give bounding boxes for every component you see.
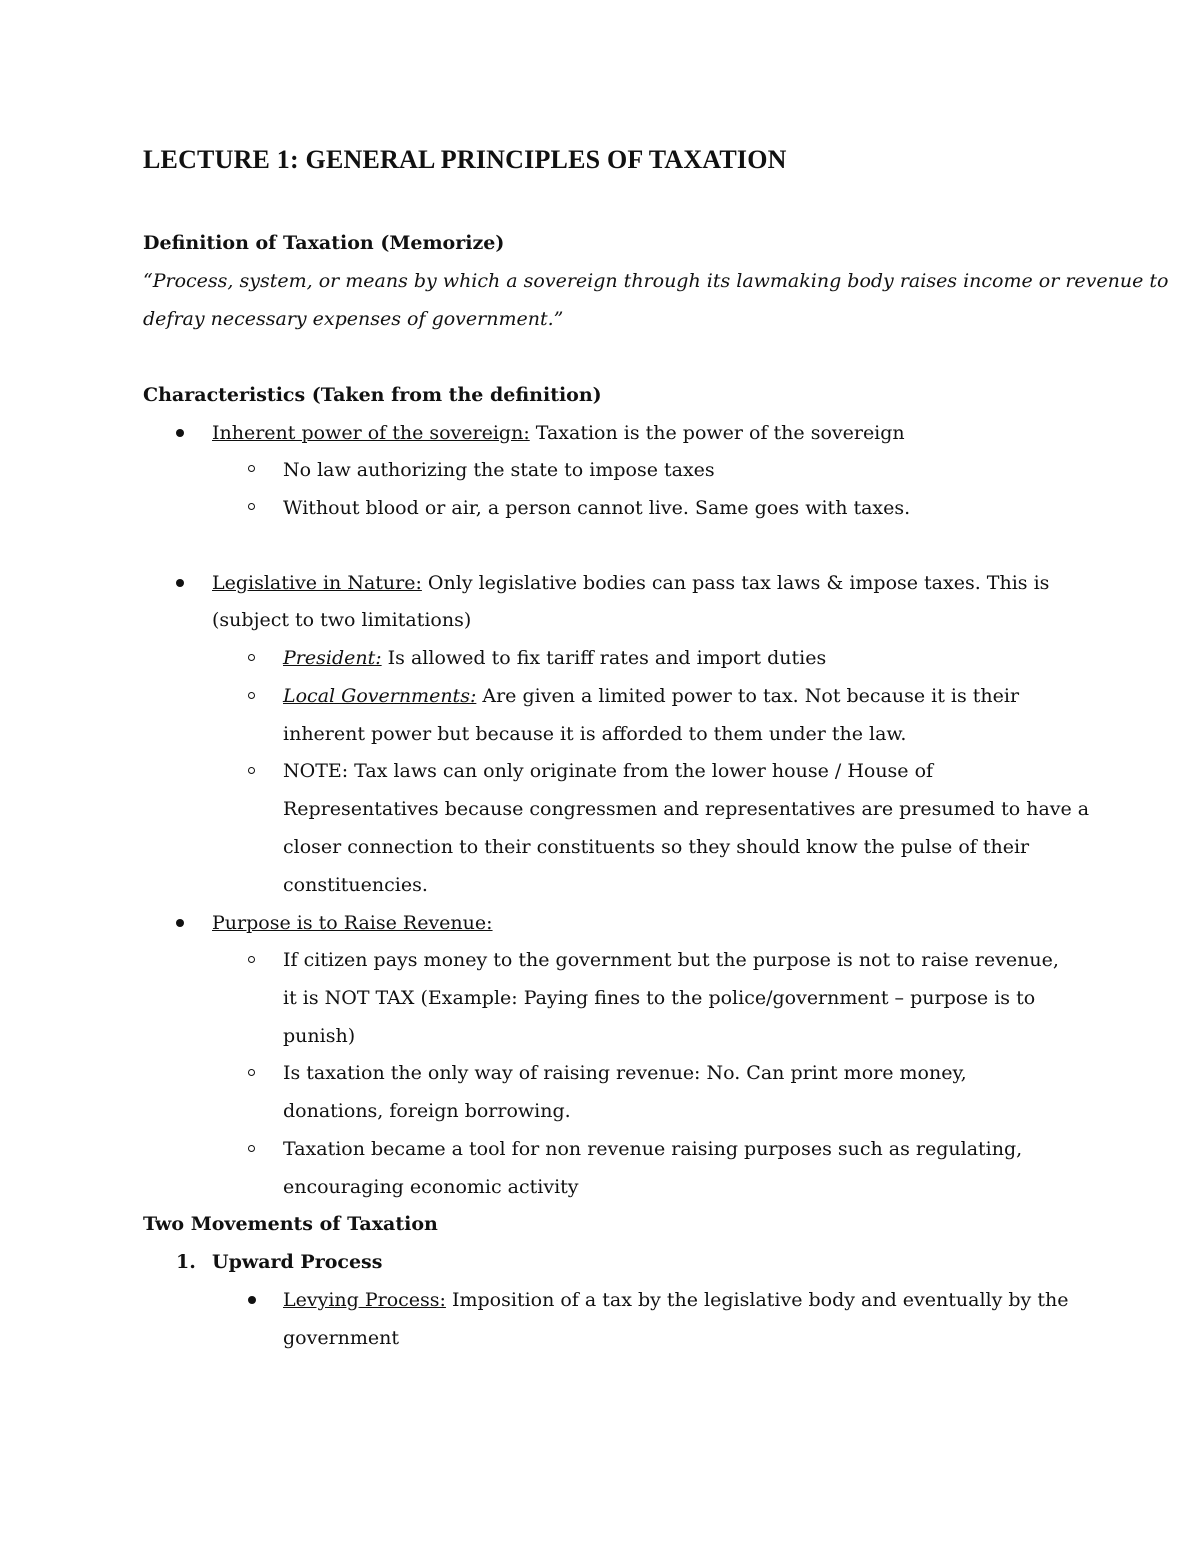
bullet-icon — [248, 1296, 256, 1304]
inherent-sub-2: Without blood or air, a person cannot live. Same goes with taxes. — [283, 497, 911, 519]
inherent-power-text: Taxation is the power of the sovereign — [529, 422, 905, 444]
note-line-4: constituencies. — [283, 874, 428, 896]
purpose-sub-1b: it is NOT TAX (Example: Paying fines to the police/government – purpose is to — [283, 987, 1036, 1009]
purpose-sub-1a: If citizen pays money to the government but the purpose is not to raise revenue, — [283, 949, 1059, 971]
note-line-2: Representatives because congressmen and representatives are presumed to have a — [283, 798, 1090, 820]
levying-item — [283, 1287, 1068, 1313]
bullet-icon — [176, 919, 184, 927]
circle-bullet-icon — [248, 956, 255, 963]
legislative-item — [212, 570, 1049, 596]
local-gov-item — [283, 683, 1019, 709]
definition-quote-line-1: “Process, system, or means by which a sovereign through its lawmaking body raises income or revenue to — [143, 270, 1169, 292]
definition-quote-line-2: defray necessary expenses of government.” — [143, 308, 564, 330]
purpose-sub-1c: punish) — [283, 1025, 356, 1047]
purpose-label: Purpose is to Raise Revenue: — [212, 912, 493, 934]
note-line-1: NOTE: Tax laws can only originate from the lower house / House of — [283, 760, 934, 782]
legislative-text: Only legislative bodies can pass tax laws & impose taxes. This is — [421, 572, 1050, 594]
characteristics-heading: Characteristics (Taken from the definition) — [143, 384, 602, 406]
president-item — [283, 645, 826, 671]
legislative-text-2: (subject to two limitations) — [212, 609, 472, 631]
upward-process-heading: Upward Process — [212, 1251, 383, 1273]
note-line-3: closer connection to their constituents so they should know the pulse of their — [283, 836, 1030, 858]
circle-bullet-icon — [248, 654, 255, 661]
purpose-sub-3a: Taxation became a tool for non revenue raising purposes such as regulating, — [283, 1138, 1023, 1160]
bullet-icon — [176, 429, 184, 437]
circle-bullet-icon — [248, 503, 255, 510]
circle-bullet-icon — [248, 767, 255, 774]
president-label: President: — [283, 647, 382, 669]
circle-bullet-icon — [248, 692, 255, 699]
purpose-sub-2b: donations, foreign borrowing. — [283, 1100, 571, 1122]
bullet-icon — [176, 579, 184, 587]
legislative-label: Legislative in Nature: — [212, 572, 422, 594]
inherent-power-label: Inherent power of the sovereign: — [212, 422, 530, 444]
local-gov-label: Local Governments: — [283, 685, 477, 707]
purpose-sub-3b: encouraging economic activity — [283, 1176, 579, 1198]
movements-heading: Two Movements of Taxation — [143, 1213, 438, 1235]
circle-bullet-icon — [248, 465, 255, 472]
circle-bullet-icon — [248, 1069, 255, 1076]
circle-bullet-icon — [248, 1145, 255, 1152]
local-gov-text: Are given a limited power to tax. Not because it is their — [476, 685, 1020, 707]
president-text: Is allowed to fix tariff rates and import duties — [381, 647, 827, 669]
levying-text: Imposition of a tax by the legislative body and eventually by the — [445, 1289, 1069, 1311]
purpose-sub-2a: Is taxation the only way of raising revenue: No. Can print more money, — [283, 1062, 967, 1084]
inherent-power-item — [212, 420, 905, 446]
local-gov-text-2: inherent power but because it is afforded to them under the law. — [283, 723, 907, 745]
levying-label: Levying Process: — [283, 1289, 446, 1311]
levying-text-2: government — [283, 1327, 400, 1349]
list-number: 1. — [176, 1251, 196, 1273]
page-title: LECTURE 1: GENERAL PRINCIPLES OF TAXATION — [143, 145, 787, 174]
definition-heading: Definition of Taxation (Memorize) — [143, 232, 505, 254]
inherent-sub-1: No law authorizing the state to impose taxes — [283, 459, 715, 481]
